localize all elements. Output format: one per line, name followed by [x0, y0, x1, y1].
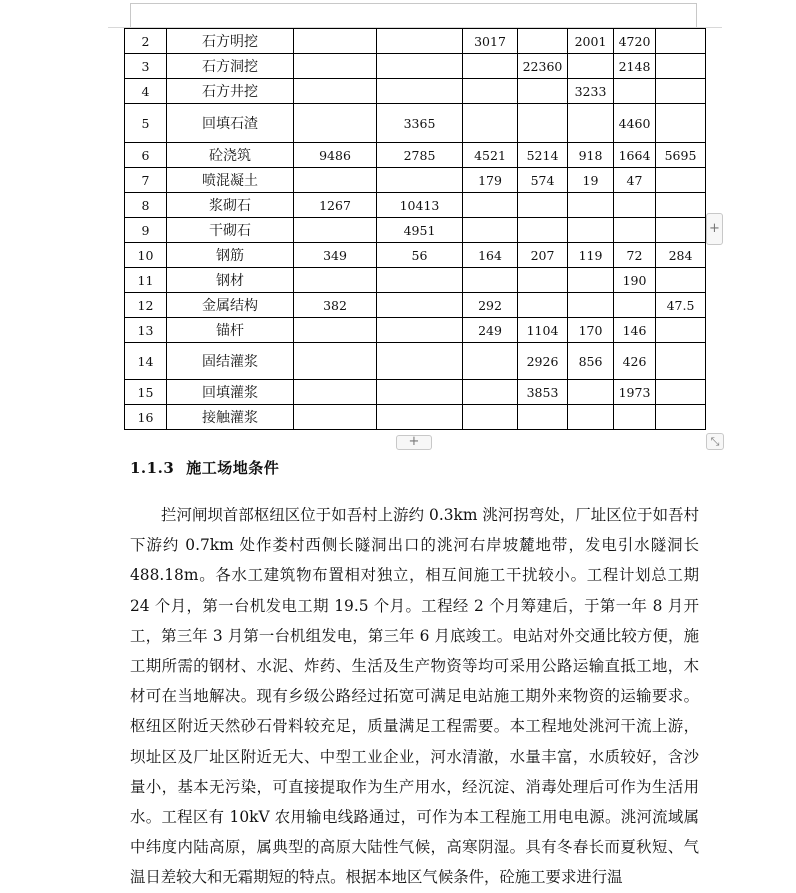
value-cell[interactable]: 349	[294, 243, 377, 268]
item-name-cell[interactable]: 金属结构	[167, 293, 294, 318]
quantity-table	[124, 28, 706, 430]
table-row	[125, 318, 706, 343]
table-row	[125, 29, 706, 54]
value-cell[interactable]: 22360	[518, 54, 568, 79]
value-cell[interactable]: 2148	[614, 54, 656, 79]
value-cell[interactable]	[518, 293, 568, 318]
row-number-cell[interactable]: 13	[125, 318, 167, 343]
row-number-cell[interactable]: 15	[125, 380, 167, 405]
table-row	[125, 268, 706, 293]
value-cell[interactable]	[568, 293, 614, 318]
page-header-area[interactable]	[130, 3, 697, 27]
item-name-cell[interactable]: 钢材	[167, 268, 294, 293]
value-cell[interactable]: 190	[614, 268, 656, 293]
value-cell[interactable]	[294, 54, 377, 79]
row-number-cell[interactable]: 11	[125, 268, 167, 293]
value-cell[interactable]: 170	[568, 318, 614, 343]
table-row	[125, 243, 706, 268]
item-name-cell[interactable]: 干砌石	[167, 218, 294, 243]
value-cell[interactable]	[463, 54, 518, 79]
table-row	[125, 218, 706, 243]
value-cell[interactable]: 1104	[518, 318, 568, 343]
item-name-cell[interactable]: 固结灌浆	[167, 343, 294, 380]
value-cell[interactable]: 56	[377, 243, 463, 268]
value-cell[interactable]	[294, 79, 377, 104]
value-cell[interactable]	[656, 168, 706, 193]
value-cell[interactable]	[377, 343, 463, 380]
value-cell[interactable]	[568, 104, 614, 143]
value-cell[interactable]: 856	[568, 343, 614, 380]
value-cell[interactable]	[463, 380, 518, 405]
value-cell[interactable]	[656, 268, 706, 293]
value-cell[interactable]	[614, 293, 656, 318]
value-cell[interactable]: 5695	[656, 143, 706, 168]
value-cell[interactable]	[294, 218, 377, 243]
table-row	[125, 405, 706, 430]
value-cell[interactable]	[294, 318, 377, 343]
value-cell[interactable]: 2785	[377, 143, 463, 168]
value-cell[interactable]: 382	[294, 293, 377, 318]
value-cell[interactable]: 249	[463, 318, 518, 343]
value-cell[interactable]	[656, 380, 706, 405]
row-number-cell[interactable]: 12	[125, 293, 167, 318]
row-number-cell[interactable]: 14	[125, 343, 167, 380]
item-name-cell[interactable]: 石方洞挖	[167, 54, 294, 79]
value-cell[interactable]	[656, 218, 706, 243]
value-cell[interactable]: 47	[614, 168, 656, 193]
value-cell[interactable]	[377, 405, 463, 430]
section-heading	[130, 457, 279, 478]
value-cell[interactable]	[656, 104, 706, 143]
section-number: 1.1.3	[130, 459, 175, 477]
table-row	[125, 168, 706, 193]
value-cell[interactable]: 4521	[463, 143, 518, 168]
value-cell[interactable]	[518, 104, 568, 143]
table-row	[125, 104, 706, 143]
value-cell[interactable]	[463, 405, 518, 430]
add-column-button[interactable]: +	[706, 213, 723, 245]
item-name-cell[interactable]: 钢筋	[167, 243, 294, 268]
value-cell[interactable]	[463, 79, 518, 104]
value-cell[interactable]: 19	[568, 168, 614, 193]
value-cell[interactable]: 1664	[614, 143, 656, 168]
value-cell[interactable]: 574	[518, 168, 568, 193]
value-cell[interactable]	[568, 268, 614, 293]
item-name-cell[interactable]: 接触灌浆	[167, 405, 294, 430]
value-cell[interactable]	[377, 29, 463, 54]
value-cell[interactable]	[377, 168, 463, 193]
table-row	[125, 380, 706, 405]
value-cell[interactable]	[294, 268, 377, 293]
value-cell[interactable]: 292	[463, 293, 518, 318]
value-cell[interactable]	[294, 168, 377, 193]
body-paragraph: 拦河闸坝首部枢纽区位于如吾村上游约 0.3km 洮河拐弯处，厂址区位于如吾村下游约 0.7km 处作娄村西侧长隧洞出口的洮河右岸坡麓地带，发电引水隧洞长 488.18m。各水工建筑物布置相对独立，相互间施工干扰较小。工程计划总工期 24 个月，第一台机发电工期 19.5 个月。工程经 2 个月筹建后，于第一年 8 月开工，第三年 3 月第一台机组发电，第三年 6 月底竣工。电站对外交通比较方便，施工期所需的钢材、水泥、炸药、生活及生产物资等均可采用公路运输直抵工地，木材可在当地解决。现有乡级公路经过拓宽可满足电站施工期外来物资的运输要求。枢纽区附近天然砂石骨料较充足，质量满足工程需要。本工程地处洮河干流上游，坝址区及厂址区附近无大、中型工业企业，河水清澈，水量丰富，水质较好，含沙量小，基本无污染，可直接提取作为生产用水，经沉淀、消毒处理后可作为生活用水。工程区有 10kV 农用输电线路通过，可作为本工程施工用电电源。洮河流域属中纬度内陆高原，属典型的高原大陆性气候，高寒阴湿。具有冬春长而夏秋短、气温日差较大和无霜期短的特点。根据本地区气候条件，砼施工要求进行温	[130, 506, 699, 887]
value-cell[interactable]	[294, 104, 377, 143]
item-name-cell[interactable]: 石方井挖	[167, 79, 294, 104]
value-cell[interactable]: 918	[568, 143, 614, 168]
item-name-cell[interactable]: 浆砌石	[167, 193, 294, 218]
value-cell[interactable]	[463, 218, 518, 243]
item-name-cell[interactable]: 回填灌浆	[167, 380, 294, 405]
value-cell[interactable]: 4951	[377, 218, 463, 243]
value-cell[interactable]: 119	[568, 243, 614, 268]
table-row	[125, 343, 706, 380]
table-row	[125, 193, 706, 218]
value-cell[interactable]: 179	[463, 168, 518, 193]
row-number-cell[interactable]: 7	[125, 168, 167, 193]
value-cell[interactable]	[463, 193, 518, 218]
value-cell[interactable]	[377, 318, 463, 343]
value-cell[interactable]	[614, 218, 656, 243]
value-cell[interactable]: 3365	[377, 104, 463, 143]
value-cell[interactable]: 1973	[614, 380, 656, 405]
value-cell[interactable]	[614, 405, 656, 430]
value-cell[interactable]: 72	[614, 243, 656, 268]
value-cell[interactable]: 146	[614, 318, 656, 343]
row-number-cell[interactable]: 10	[125, 243, 167, 268]
value-cell[interactable]	[518, 268, 568, 293]
value-cell[interactable]: 5214	[518, 143, 568, 168]
value-cell[interactable]	[656, 79, 706, 104]
row-number-cell[interactable]: 3	[125, 54, 167, 79]
value-cell[interactable]	[377, 268, 463, 293]
value-cell[interactable]	[656, 405, 706, 430]
row-number-cell[interactable]: 6	[125, 143, 167, 168]
table-row	[125, 54, 706, 79]
value-cell[interactable]	[463, 104, 518, 143]
item-name-cell[interactable]: 砼浇筑	[167, 143, 294, 168]
value-cell[interactable]	[518, 79, 568, 104]
value-cell[interactable]: 9486	[294, 143, 377, 168]
value-cell[interactable]	[377, 380, 463, 405]
value-cell[interactable]	[656, 193, 706, 218]
value-cell[interactable]	[518, 218, 568, 243]
value-cell[interactable]: 164	[463, 243, 518, 268]
value-cell[interactable]	[377, 54, 463, 79]
value-cell[interactable]	[518, 193, 568, 218]
value-cell[interactable]: 3233	[568, 79, 614, 104]
value-cell[interactable]	[656, 343, 706, 380]
value-cell[interactable]	[518, 405, 568, 430]
value-cell[interactable]: 3017	[463, 29, 518, 54]
value-cell[interactable]	[656, 54, 706, 79]
table-row	[125, 143, 706, 168]
row-number-cell[interactable]: 2	[125, 29, 167, 54]
row-number-cell[interactable]: 5	[125, 104, 167, 143]
table-row	[125, 293, 706, 318]
section-title: 施工场地条件	[186, 459, 280, 477]
value-cell[interactable]: 207	[518, 243, 568, 268]
item-name-cell[interactable]: 锚杆	[167, 318, 294, 343]
value-cell[interactable]	[294, 343, 377, 380]
value-cell[interactable]	[568, 218, 614, 243]
value-cell[interactable]: 4460	[614, 104, 656, 143]
value-cell[interactable]	[294, 29, 377, 54]
value-cell[interactable]	[656, 318, 706, 343]
value-cell[interactable]: 1267	[294, 193, 377, 218]
table-resize-handle[interactable]: ⤡	[706, 433, 724, 450]
item-name-cell[interactable]: 回填石渣	[167, 104, 294, 143]
value-cell[interactable]	[377, 293, 463, 318]
value-cell[interactable]	[568, 405, 614, 430]
value-cell[interactable]	[614, 193, 656, 218]
value-cell[interactable]: 2001	[568, 29, 614, 54]
table-row	[125, 79, 706, 104]
value-cell[interactable]: 4720	[614, 29, 656, 54]
value-cell[interactable]: 47.5	[656, 293, 706, 318]
value-cell[interactable]	[463, 268, 518, 293]
value-cell[interactable]	[463, 343, 518, 380]
value-cell[interactable]	[568, 193, 614, 218]
row-number-cell[interactable]: 8	[125, 193, 167, 218]
value-cell[interactable]: 284	[656, 243, 706, 268]
value-cell[interactable]: 2926	[518, 343, 568, 380]
value-cell[interactable]	[568, 54, 614, 79]
add-row-button[interactable]: +	[396, 435, 432, 450]
value-cell[interactable]	[294, 380, 377, 405]
value-cell[interactable]	[294, 405, 377, 430]
row-number-cell[interactable]: 16	[125, 405, 167, 430]
row-number-cell[interactable]: 4	[125, 79, 167, 104]
value-cell[interactable]	[518, 29, 568, 54]
value-cell[interactable]: 426	[614, 343, 656, 380]
value-cell[interactable]	[656, 29, 706, 54]
item-name-cell[interactable]: 石方明挖	[167, 29, 294, 54]
value-cell[interactable]: 3853	[518, 380, 568, 405]
value-cell[interactable]	[377, 79, 463, 104]
item-name-cell[interactable]: 喷混凝土	[167, 168, 294, 193]
row-number-cell[interactable]: 9	[125, 218, 167, 243]
value-cell[interactable]: 10413	[377, 193, 463, 218]
value-cell[interactable]	[568, 380, 614, 405]
value-cell[interactable]	[614, 79, 656, 104]
